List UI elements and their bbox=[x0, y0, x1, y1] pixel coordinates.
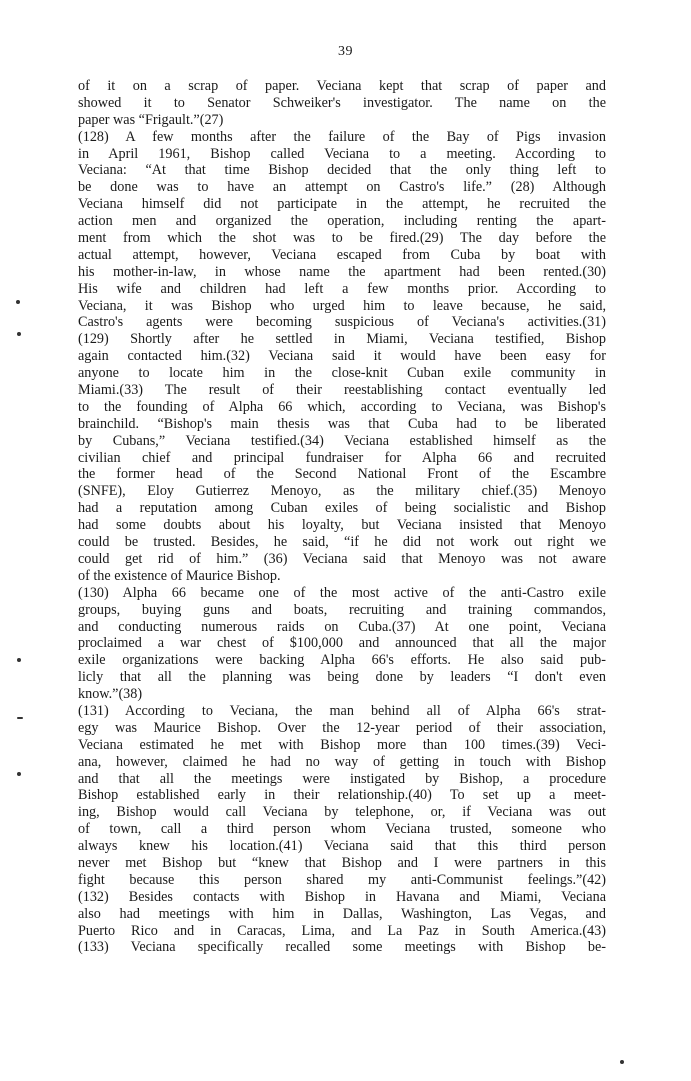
text-line: (133) Veciana specifically recalled some meetings with Bishop be- bbox=[78, 939, 606, 956]
text-line: (132) Besides contacts with Bishop in Havana and Miami, Veciana bbox=[78, 888, 606, 905]
text-line: paper was “Frigault.”(27) bbox=[78, 111, 224, 128]
text-line: ment from which the shot was to be fired.(29) The day before the bbox=[78, 230, 606, 247]
text-line: by Cubans,” Veciana testified.(34) Veciana established himself as the bbox=[78, 432, 606, 449]
text-line: Veciana, it was Bishop who urged him to leave because, he said, bbox=[78, 297, 606, 314]
text-line: ing, Bishop would call Veciana by telephone, or, if Veciana was out bbox=[78, 804, 606, 821]
text-line: Miami.(33) The result of their reestablishing contact eventually led bbox=[78, 382, 606, 399]
margin-mark bbox=[17, 658, 21, 662]
margin-mark bbox=[17, 332, 21, 336]
text-line: Bishop established early in their relationship.(40) To set up a meet- bbox=[78, 787, 606, 804]
text-line: (SNFE), Eloy Gutierrez Menoyo, as the military chief.(35) Menoyo bbox=[78, 483, 606, 500]
text-line: Veciana: “At that time Bishop decided that the only thing left to bbox=[78, 162, 606, 179]
text-line: action men and organized the operation, including renting the apart- bbox=[78, 213, 606, 230]
text-line: brainchild. “Bishop's main thesis was that Cuba had to be liberated bbox=[78, 415, 606, 432]
text-line: (131) According to Veciana, the man behind all of Alpha 66's strat- bbox=[78, 702, 606, 719]
margin-mark bbox=[17, 717, 23, 719]
text-line: always knew his location.(41) Veciana said that this third person bbox=[78, 838, 606, 855]
text-line: licly that all the planning was being done by leaders “I don't even bbox=[78, 669, 606, 686]
margin-mark bbox=[17, 772, 21, 776]
text-line: also had meetings with him in Dallas, Washington, Las Vegas, and bbox=[78, 905, 606, 922]
text-line: again contacted him.(32) Veciana said it would have been easy for bbox=[78, 348, 606, 365]
text-line: proclaimed a war chest of $100,000 and announced that all the major bbox=[78, 635, 606, 652]
text-line: Puerto Rico and in Caracas, Lima, and La Paz in South America.(43) bbox=[78, 922, 606, 939]
text-line: ana, however, claimed he had no way of getting in touch with Bishop bbox=[78, 753, 606, 770]
text-line: to the founding of Alpha 66 which, according to Veciana, was Bishop's bbox=[78, 398, 606, 415]
page-number: 39 bbox=[338, 44, 353, 59]
text-line: could be trusted. Besides, he said, “if he did not work out right we bbox=[78, 534, 606, 551]
text-line: His wife and children had left a few months prior. According to bbox=[78, 280, 606, 297]
text-line: of the existence of Maurice Bishop. bbox=[78, 567, 281, 584]
text-line: Veciana himself did not participate in the attempt, he recruited the bbox=[78, 196, 606, 213]
text-line: and that all the meetings were instigated by Bishop, a procedure bbox=[78, 770, 606, 787]
text-line: Veciana estimated he met with Bishop more than 100 times.(39) Veci- bbox=[78, 736, 606, 753]
text-line: (130) Alpha 66 became one of the most active of the anti-Castro exile bbox=[78, 584, 606, 601]
text-line: Castro's agents were becoming suspicious of Veciana's activities.(31) bbox=[78, 314, 606, 331]
text-line: of town, call a third person whom Veciana trusted, someone who bbox=[78, 821, 606, 838]
text-line: showed it to Senator Schweiker's investigator. The name on the bbox=[78, 94, 606, 111]
text-line: civilian chief and principal fundraiser for Alpha 66 and recruited bbox=[78, 449, 606, 466]
text-line: groups, buying guns and boats, recruiting and training commandos, bbox=[78, 601, 606, 618]
text-line: (129) Shortly after he settled in Miami, Veciana testified, Bishop bbox=[78, 331, 606, 348]
text-line: had a reputation among Cuban exiles of being socialistic and Bishop bbox=[78, 500, 606, 517]
text-line: fight because this person shared my anti-Communist feelings.”(42) bbox=[78, 871, 606, 888]
text-line: actual attempt, however, Veciana escaped from Cuba by boat with bbox=[78, 246, 606, 263]
text-line: his mother-in-law, in whose name the apartment had been rented.(30) bbox=[78, 263, 606, 280]
text-line: (128) A few months after the failure of the Bay of Pigs invasion bbox=[78, 128, 606, 145]
margin-mark bbox=[620, 1060, 624, 1064]
text-line: exile organizations were backing Alpha 66's efforts. He also said pub- bbox=[78, 652, 606, 669]
text-line: be done was to have an attempt on Castro's life.” (28) Although bbox=[78, 179, 606, 196]
document-body bbox=[78, 78, 606, 956]
text-line: the former head of the Second National Front of the Escambre bbox=[78, 466, 606, 483]
text-line: egy was Maurice Bishop. Over the 12-year period of their association, bbox=[78, 719, 606, 736]
text-line: anyone to locate him in the close-knit Cuban exile community in bbox=[78, 365, 606, 382]
text-line: of it on a scrap of paper. Veciana kept that scrap of paper and bbox=[78, 78, 606, 94]
text-line: never met Bishop but “knew that Bishop and I were partners in this bbox=[78, 854, 606, 871]
text-line: know.”(38) bbox=[78, 686, 143, 703]
margin-mark bbox=[16, 300, 20, 304]
text-line: had some doubts about his loyalty, but Veciana insisted that Menoyo bbox=[78, 517, 606, 534]
text-line: in April 1961, Bishop called Veciana to a meeting. According to bbox=[78, 145, 606, 162]
text-line: and conducting numerous raids on Cuba.(37) At one point, Veciana bbox=[78, 618, 606, 635]
text-line: could get rid of him.” (36) Veciana said that Menoyo was not aware bbox=[78, 550, 606, 567]
